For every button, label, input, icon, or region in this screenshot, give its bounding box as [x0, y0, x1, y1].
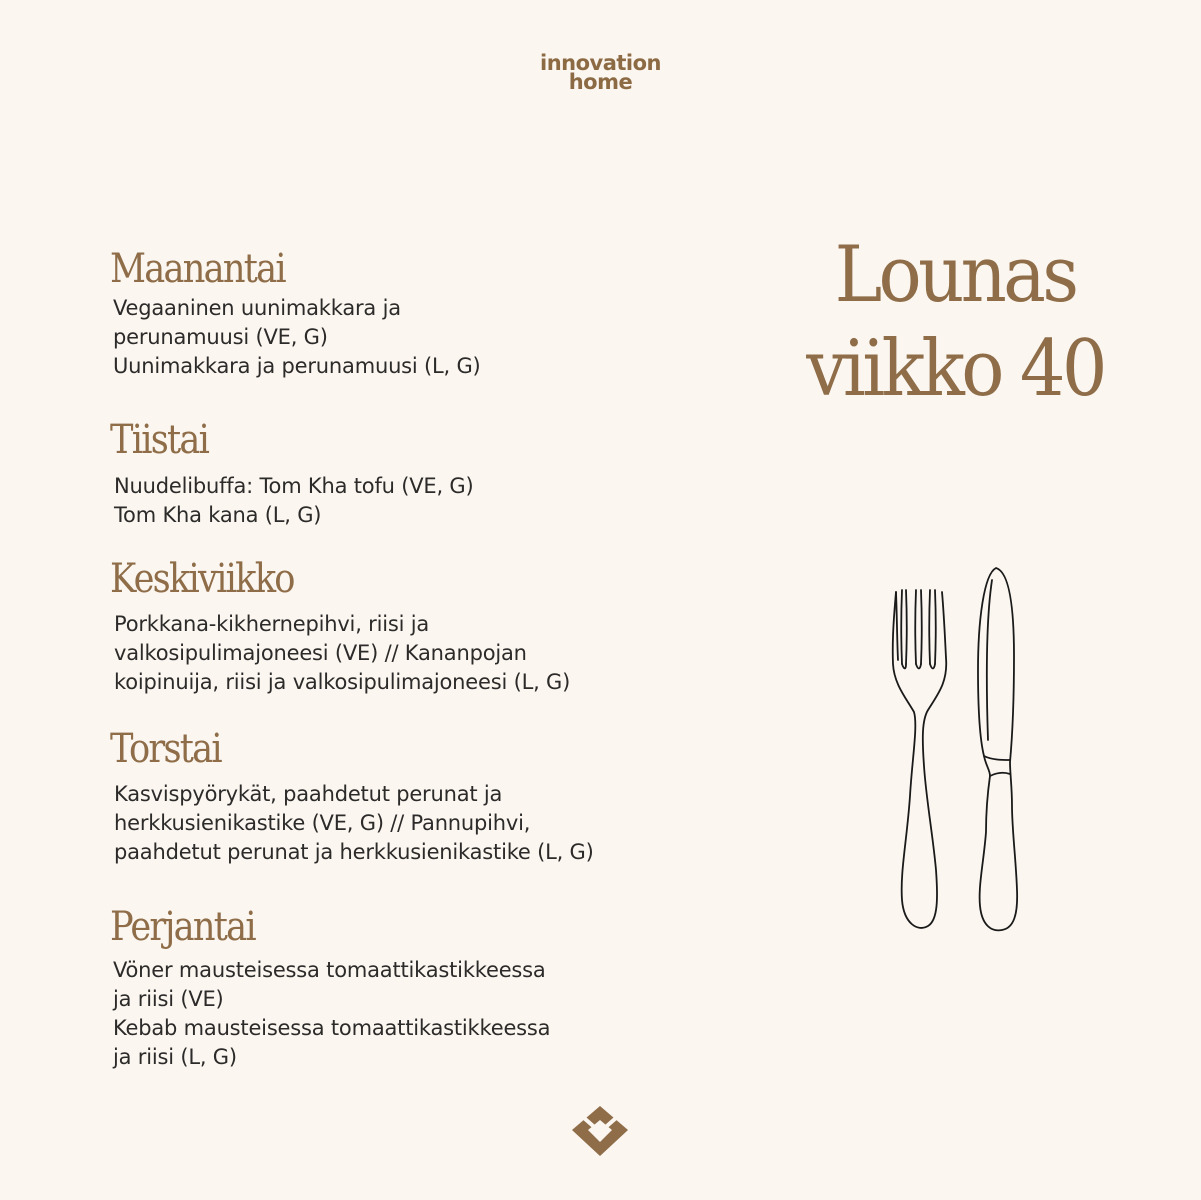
day-menu-torstai	[114, 780, 594, 867]
day-menu-maanantai	[113, 294, 481, 381]
menu-line: Vegaaninen uunimakkara ja	[113, 296, 401, 320]
day-menu-keskiviikko	[114, 610, 570, 697]
menu-line: Vöner mausteisessa tomaattikastikkeessa	[113, 958, 546, 982]
menu-line: perunamuusi (VE, G)	[113, 325, 328, 349]
day-title-tiistai: Tiistai	[110, 417, 209, 463]
menu-line: ja riisi (L, G)	[113, 1045, 237, 1069]
menu-line: Kasvispyörykät, paahdetut perunat ja	[114, 782, 503, 806]
brand-diamond-icon	[572, 1106, 628, 1156]
menu-line: koipinuija, riisi ja valkosipulimajoneesi (L, G)	[114, 670, 571, 694]
menu-line: ja riisi (VE)	[113, 987, 224, 1011]
menu-line: Uunimakkara ja perunamuusi (L, G)	[113, 354, 481, 378]
menu-line: Porkkana-kikhernepihvi, riisi ja	[114, 612, 429, 636]
day-menu-perjantai	[113, 956, 550, 1072]
day-title-keskiviikko: Keskiviikko	[110, 556, 294, 602]
day-menu-tiistai	[114, 472, 473, 530]
menu-line: Tom Kha kana (L, G)	[114, 503, 322, 527]
brand-logo	[0, 51, 1201, 94]
menu-line: Kebab mausteisessa tomaattikastikkeessa	[113, 1016, 551, 1040]
menu-line: herkkusienikastike (VE, G) // Pannupihvi,	[114, 811, 531, 835]
menu-line: paahdetut perunat ja herkkusienikastike (L, G)	[114, 840, 594, 864]
menu-line: valkosipulimajoneesi (VE) // Kananpojan	[114, 641, 527, 665]
logo-line-1: innovation	[540, 51, 661, 75]
fork-and-knife-icon	[880, 560, 1030, 940]
menu-line: Nuudelibuffa: Tom Kha tofu (VE, G)	[114, 474, 474, 498]
day-title-maanantai: Maanantai	[110, 246, 285, 292]
day-title-perjantai: Perjantai	[110, 904, 255, 950]
title-line-2: viikko 40	[806, 324, 1104, 414]
title-line-1: Lounas	[834, 230, 1076, 320]
day-title-torstai: Torstai	[110, 726, 221, 772]
logo-line-2: home	[568, 70, 633, 94]
page-title	[803, 228, 1107, 416]
knife-icon	[978, 568, 1017, 930]
